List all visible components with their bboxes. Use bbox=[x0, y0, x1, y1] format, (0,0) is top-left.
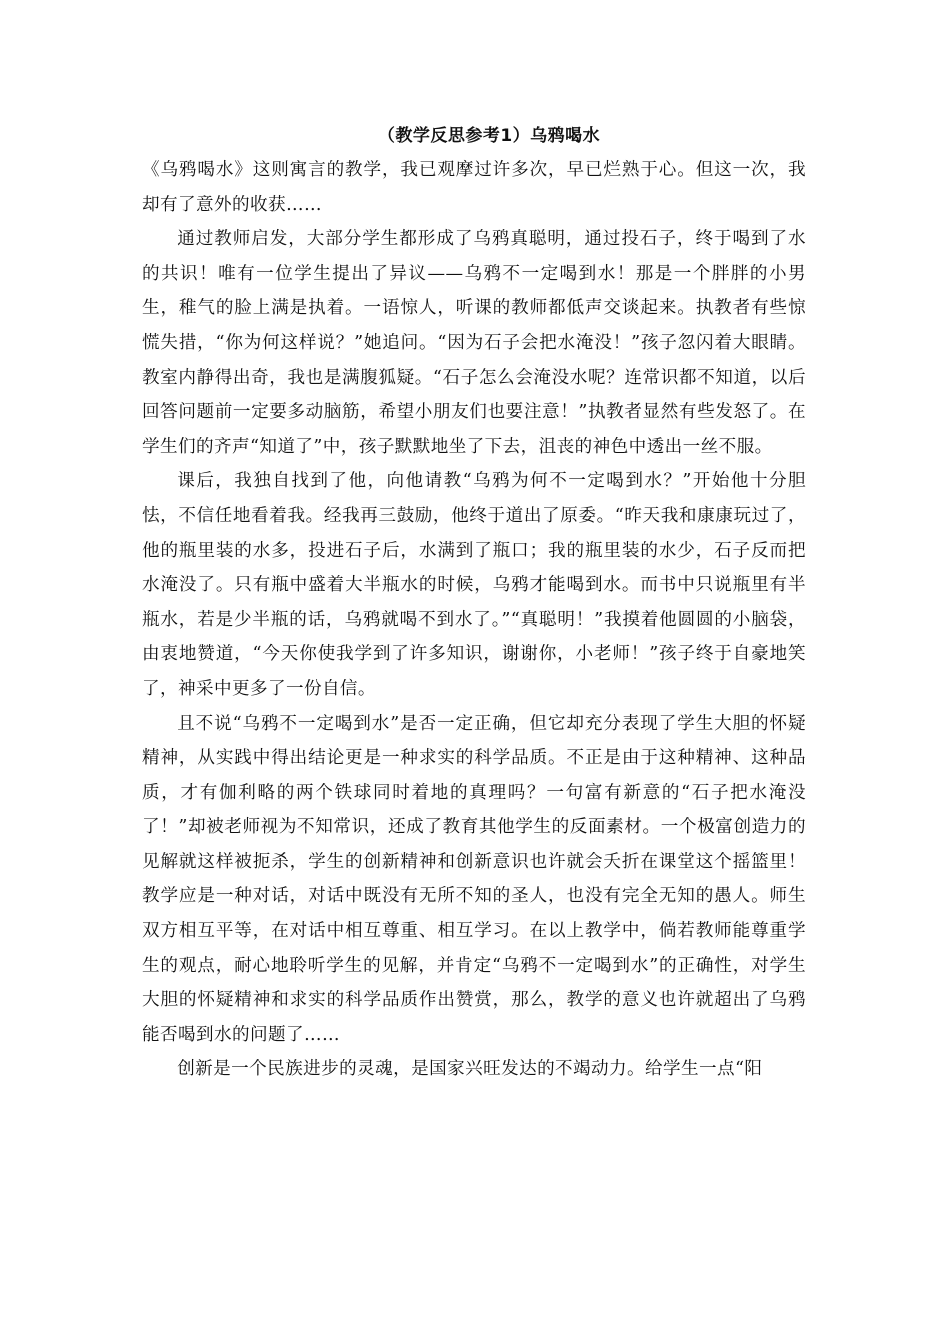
paragraph-classroom-event: 通过教师启发，大部分学生都形成了乌鸦真聪明，通过投石子，终于喝到了水的共识！唯有一位学生提出了异议——乌鸦不一定喝到水！那是一个胖胖的小男生，稚气的脸上满是执着。一语惊人，听课的教师都低声交谈起来。执教者有些惊慌失措，“你为何这样说？”她追问。“因为石子会把水淹没！”孩子忽闪着大眼睛。教室内静得出奇，我也是满腹狐疑。“石子怎么会淹没水呢？连常识都不知道，以后回答问题前一定要多动脑筋，希望小朋友们也要注意！”执教者显然有些发怒了。在学生们的齐声“知道了”中，孩子默默地坐了下去，沮丧的神色中透出一丝不服。 bbox=[142, 229, 806, 457]
paragraph-after-class: 课后，我独自找到了他，向他请教“乌鸦为何不一定喝到水？”开始他十分胆怯，不信任地看着我。经我再三鼓励，他终于道出了原委。“昨天我和康康玩过了，他的瓶里装的水多，投进石子后，水满到了瓶口；我的瓶里装的水少，石子反而把水淹没了。只有瓶中盛着大半瓶水的时候，乌鸦才能喝到水。而书中只说瓶里有半瓶水，若是少半瓶的话，乌鸦就喝不到水了。”“真聪明！”我摸着他圆圆的小脑袋，由衷地赞道，“今天你使我学到了许多知识，谢谢你，小老师！”孩子终于自豪地笑了，神采中更多了一份自信。 bbox=[142, 471, 806, 699]
paragraph-reflection: 且不说“乌鸦不一定喝到水”是否一定正确，但它却充分表现了学生大胆的怀疑精神，从实践中得出结论更是一种求实的科学品质。不正是由于这种精神、这种品质，才有伽利略的两个铁球同时着地的真理吗？一句富有新意的“石子把水淹没了！”却被老师视为不知常识，还成了教育其他学生的反面素材。一个极富创造力的见解就这样被扼杀，学生的创新精神和创新意识也许就会夭折在课堂这个摇篮里！教学应是一种对话，对话中既没有无所不知的圣人，也没有完全无知的愚人。师生双方相互平等，在对话中相互尊重、相互学习。在以上教学中，倘若教师能尊重学生的观点，耐心地聆听学生的见解，并肯定“乌鸦不一定喝到水”的正确性，对学生大胆的怀疑精神和求实的科学品质作出赞赏，那么，教学的意义也许就超出了乌鸦能否喝到水的问题了…… bbox=[142, 713, 806, 1045]
paragraph-conclusion: 创新是一个民族进步的灵魂，是国家兴旺发达的不竭动力。给学生一点“阳 bbox=[177, 1059, 763, 1080]
paragraph-intro: 《乌鸦喝水》这则寓言的教学，我已观摩过许多次，早已烂熟于心。但这一次，我却有了意外的收获…… bbox=[142, 160, 806, 215]
document-title: （教学反思参考1）乌鸦喝水 bbox=[377, 126, 601, 146]
document-body bbox=[142, 119, 806, 1087]
